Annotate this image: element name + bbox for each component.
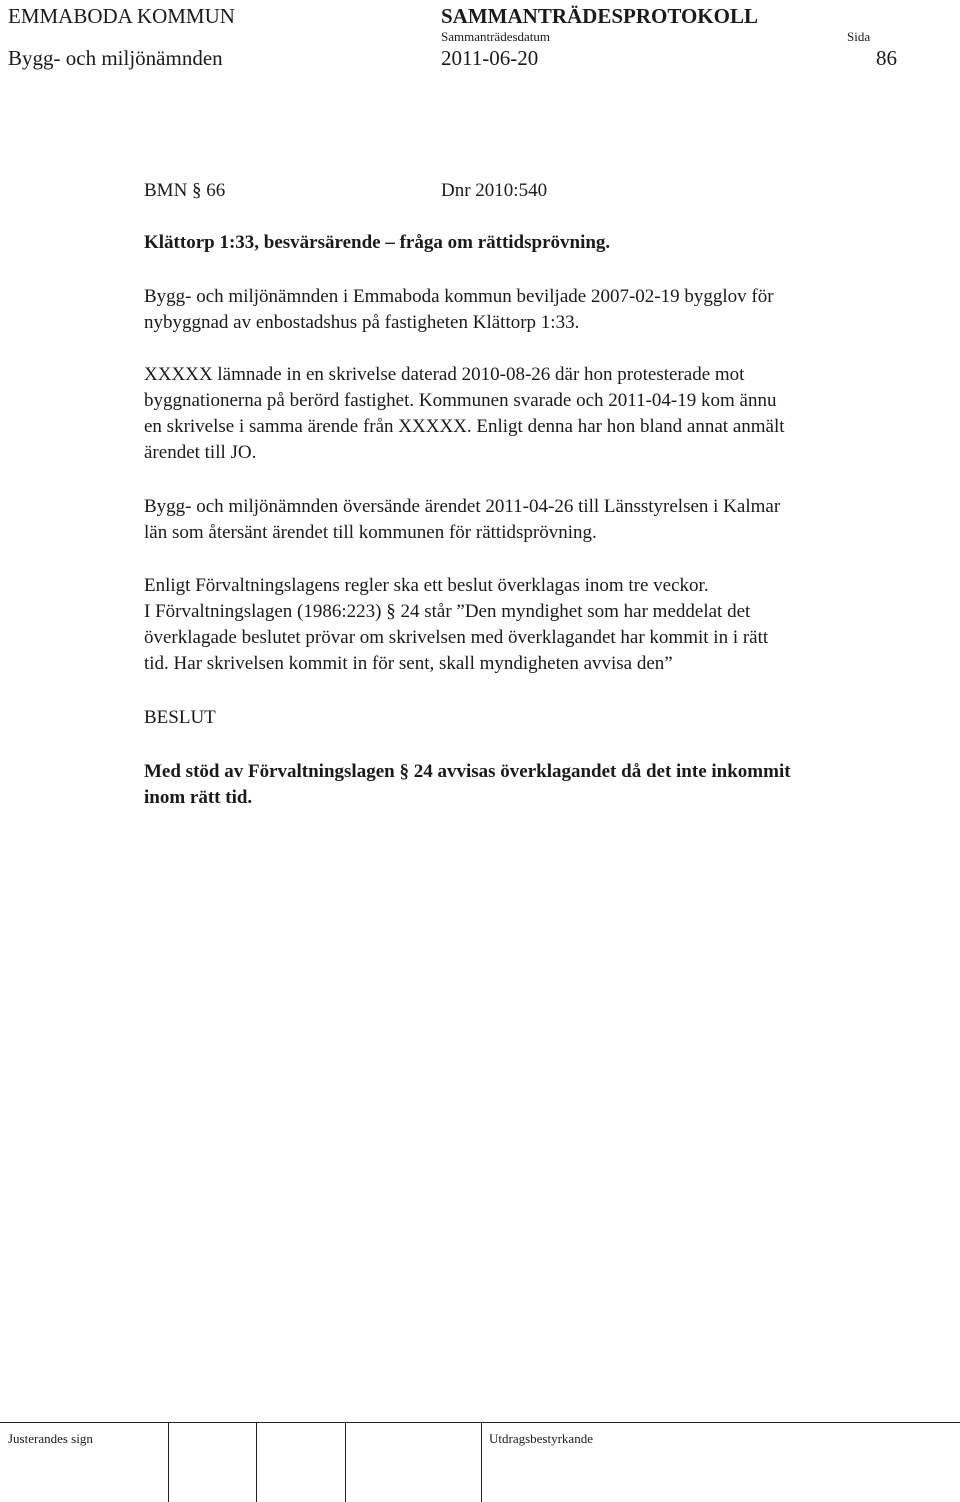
- text-line: en skrivelse i samma ärende från XXXXX. Enligt denna har hon bland annat anmält: [144, 416, 785, 437]
- decision-heading: BESLUT: [144, 707, 216, 728]
- text-line: inom rätt tid.: [144, 787, 253, 808]
- text-line: nybyggnad av enbostadshus på fastigheten Klättorp 1:33.: [144, 312, 580, 333]
- adjuster-sign-label: Justerandes sign: [8, 1431, 93, 1446]
- paragraph-3: [144, 494, 944, 546]
- signature-cell-divider: [481, 1423, 482, 1502]
- signature-cell-divider: [256, 1423, 257, 1502]
- text-line: Bygg- och miljönämnden översände ärendet 2011-04-26 till Länsstyrelsen i Kalmar: [144, 496, 781, 517]
- case-number: BMN § 66: [144, 180, 226, 201]
- diary-number: Dnr 2010:540: [441, 180, 548, 201]
- committee-name: Bygg- och miljönämnden: [8, 46, 223, 70]
- text-line: Bygg- och miljönämnden i Emmaboda kommun beviljade 2007-02-19 bygglov för: [144, 286, 774, 307]
- text-line: I Förvaltningslagen (1986:223) § 24 står ”Den myndighet som har meddelat det: [144, 601, 751, 622]
- signature-cell-divider: [168, 1423, 169, 1502]
- excerpt-certified-label: Utdragsbestyrkande: [489, 1431, 593, 1446]
- text-line: Enligt Förvaltningslagens regler ska ett beslut överklagas inom tre veckor.: [144, 575, 709, 596]
- text-line: byggnationerna på berörd fastighet. Kommunen svarade och 2011-04-19 kom ännu: [144, 390, 777, 411]
- page-number: 86: [876, 46, 897, 70]
- document-type: SAMMANTRÄDESPROTOKOLL: [441, 4, 758, 28]
- signature-table: [0, 1422, 960, 1502]
- text-line: XXXXX lämnade in en skrivelse daterad 2010-08-26 där hon protesterade mot: [144, 364, 745, 385]
- signature-cell-divider: [345, 1423, 346, 1502]
- org-name: EMMABODA KOMMUN: [8, 4, 235, 28]
- paragraph-1: [144, 284, 944, 336]
- meeting-date: 2011-06-20: [441, 46, 539, 70]
- text-line: Med stöd av Förvaltningslagen § 24 avvisas överklagandet då det inte inkommit: [144, 761, 791, 782]
- paragraph-2: [144, 362, 944, 466]
- text-line: ärendet till JO.: [144, 442, 257, 463]
- text-line: län som återsänt ärendet till kommunen för rättidsprövning.: [144, 522, 597, 543]
- decision-text: [144, 759, 944, 811]
- text-line: överklagade beslutet prövar om skrivelsen med överklagandet har kommit in i rätt: [144, 627, 769, 648]
- page-label: Sida: [847, 29, 871, 44]
- date-label: Sammanträdesdatum: [441, 29, 551, 44]
- case-title: Klättorp 1:33, besvärsärende – fråga om rättidsprövning.: [144, 232, 611, 253]
- paragraph-4: [144, 573, 944, 677]
- text-line: tid. Har skrivelsen kommit in för sent, skall myndigheten avvisa den”: [144, 653, 673, 674]
